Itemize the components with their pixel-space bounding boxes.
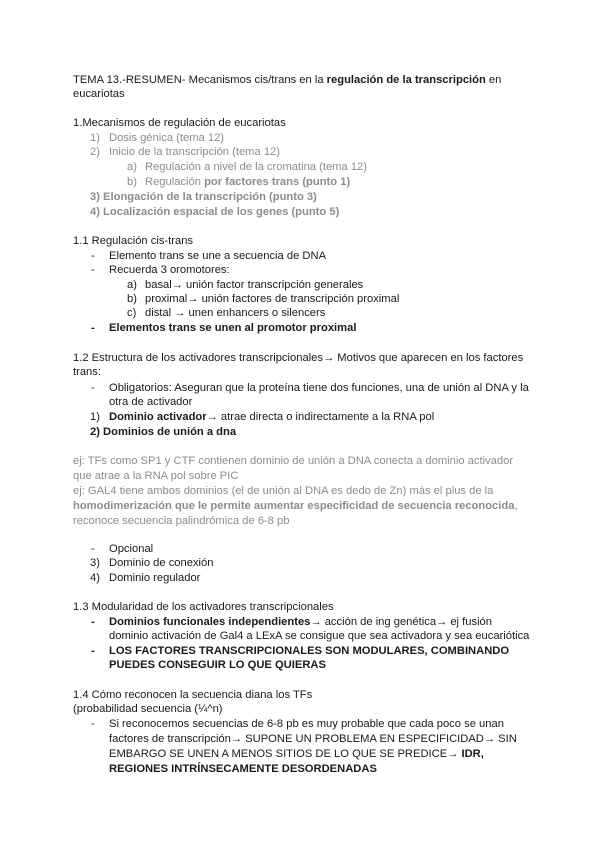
bullet-item-cont: REGIONES INTRÍNSECAMENTE DESORDENADAS bbox=[109, 763, 377, 775]
list-marker: 1) bbox=[90, 411, 100, 423]
list-item: proximal→ unión factores de transcripción proximal bbox=[145, 293, 400, 305]
bullet-marker: - bbox=[91, 543, 95, 555]
bullet-item-cont: factores de transcripción→ SUPONE UN PROBLEMA EN ESPECIFICIDAD→ SIN bbox=[109, 733, 517, 745]
section-1-1-heading: 1.1 Regulación cis-trans bbox=[73, 235, 194, 247]
bullet-marker: - bbox=[91, 264, 95, 276]
list-item: Dominio regulador bbox=[109, 572, 201, 584]
bullet-marker: - bbox=[91, 322, 95, 334]
bullet-marker: - bbox=[91, 616, 95, 628]
list-item: distal → unen enhancers o silencers bbox=[145, 307, 326, 319]
section-1-heading: 1.Mecanismos de regulación de eucariotas bbox=[73, 117, 286, 129]
bullet-item-cont: dominio activación de Gal4 a LExA se consigue que sea activadora y sea eucariótica bbox=[109, 630, 530, 642]
list-item: 4) Localización espacial de los genes (punto 5) bbox=[90, 206, 340, 218]
list-item: Dominio activador→ atrae directa o indirectamente a la RNA pol bbox=[109, 411, 435, 423]
example-text: ej: TFs como SP1 y CTF contienen dominio de unión a DNA conecta a dominio activador bbox=[73, 455, 514, 467]
list-marker: a) bbox=[127, 279, 137, 291]
section-1-4-heading: 1.4 Cómo reconocen la secuencia diana los TFs bbox=[73, 689, 313, 701]
list-item: Regulación a nivel de la cromatina (tema 12) bbox=[145, 161, 368, 173]
bullet-marker: - bbox=[91, 645, 95, 657]
list-marker: b) bbox=[127, 293, 137, 305]
list-marker: 1) bbox=[90, 132, 100, 144]
bullet-marker: - bbox=[91, 250, 95, 262]
example-text: que atrae a la RNA pol sobre PIC bbox=[73, 470, 239, 482]
bullet-item-cont: otra de activador bbox=[109, 396, 193, 408]
list-item: Dominio de conexión bbox=[109, 557, 214, 569]
section-1-4-subheading: (probabilidad secuencia (¼^n) bbox=[73, 703, 223, 715]
example-text: reconoce secuencia palindrómica de 6-8 pb bbox=[73, 515, 290, 527]
list-item: basal→ unión factor transcripción generales bbox=[145, 279, 364, 291]
bullet-item: Dominios funcionales independientes→ acción de ing genética→ ej fusión bbox=[109, 616, 493, 628]
bullet-marker: - bbox=[91, 718, 95, 730]
bullet-item: LOS FACTORES TRANSCRIPCIONALES SON MODULARES, COMBINANDO bbox=[109, 645, 510, 657]
list-item: 2) Dominios de unión a dna bbox=[90, 426, 237, 438]
doc-title-line-2: eucariotas bbox=[73, 88, 125, 100]
list-marker: a) bbox=[127, 161, 137, 173]
doc-title-line-1: TEMA 13.-RESUMEN- Mecanismos cis/trans en la regulación de la transcripción en bbox=[73, 74, 502, 86]
list-marker: 4) bbox=[90, 572, 100, 584]
list-marker: 2) bbox=[90, 146, 100, 158]
section-1-2-heading: 1.2 Estructura de los activadores transcripcionales→ Motivos que aparecen en los factores bbox=[73, 352, 524, 364]
bullet-item: Elementos trans se unen al promotor proximal bbox=[109, 322, 357, 334]
list-item: Inicio de la transcripción (tema 12) bbox=[109, 146, 280, 158]
bullet-item: Recuerda 3 oromotores: bbox=[109, 264, 230, 276]
list-item: 3) Elongación de la transcripción (punto 3) bbox=[90, 191, 317, 203]
list-marker: 3) bbox=[90, 557, 100, 569]
bullet-item-cont: PUEDES CONSEGUIR LO QUE QUIERAS bbox=[109, 659, 326, 671]
bullet-item: Si reconocemos secuencias de 6-8 pb es muy probable que cada poco se unan bbox=[109, 718, 504, 730]
bullet-marker: - bbox=[91, 382, 95, 394]
list-marker: c) bbox=[127, 307, 137, 319]
example-text: homodimerización que le permite aumentar especificidad de secuencia reconocida, bbox=[73, 500, 518, 512]
section-1-3-heading: 1.3 Modularidad de los activadores transcripcionales bbox=[73, 601, 334, 613]
bullet-item: Elemento trans se une a secuencia de DNA bbox=[109, 250, 327, 262]
bullet-item-cont: EMBARGO SE UNEN A MENOS SITIOS DE LO QUE SE PREDICE→ IDR, bbox=[109, 748, 484, 760]
example-text: ej: GAL4 tiene ambos dominios (el de unión al DNA es dedo de Zn) más el plus de la bbox=[73, 485, 494, 497]
list-item: Regulación por factores trans (punto 1) bbox=[145, 176, 351, 188]
list-item: Dosis génica (tema 12) bbox=[109, 132, 225, 144]
bullet-item: Opcional bbox=[109, 543, 154, 555]
list-marker: b) bbox=[127, 176, 137, 188]
bullet-item: Obligatorios: Aseguran que la proteína tiene dos funciones, una de unión al DNA y la bbox=[109, 382, 529, 394]
section-1-2-heading-cont: trans: bbox=[73, 366, 101, 378]
